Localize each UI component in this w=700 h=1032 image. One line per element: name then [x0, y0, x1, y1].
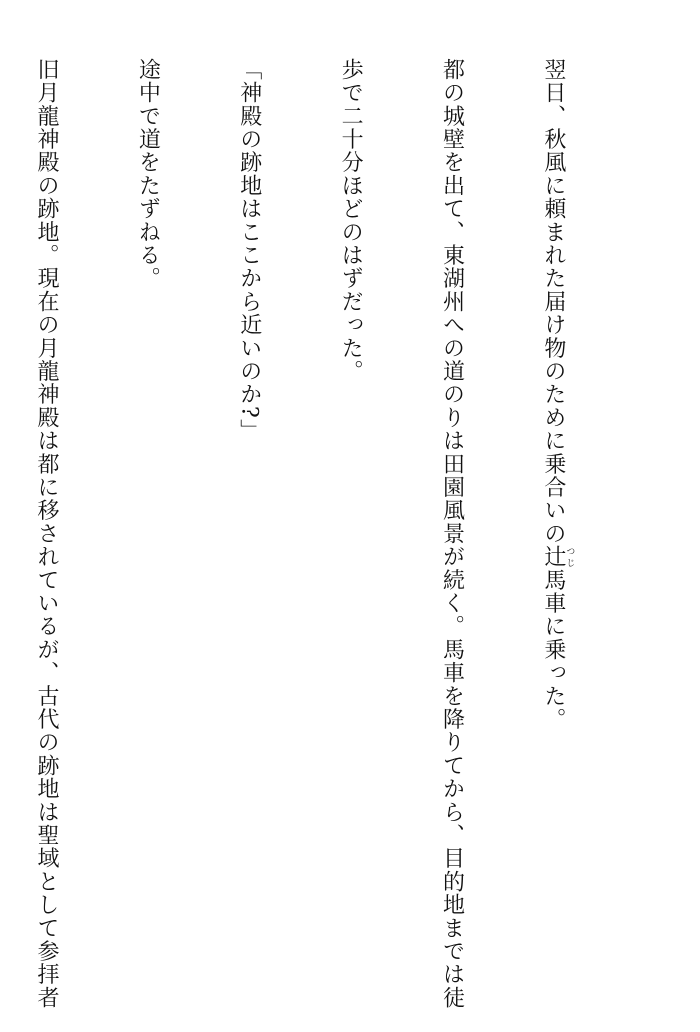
text-line-5: 途中で道をたずねる。 [135, 58, 161, 290]
ruby-tsuji [540, 545, 575, 569]
ruby-base: 辻 [540, 545, 566, 569]
text-line-1-before: 翌日、秋風に頼まれた届け物のために乗合いの [540, 58, 566, 546]
text-line-1 [536, 58, 574, 958]
vertical-text-block [0, 58, 642, 1010]
text-line-2: 都の城壁を出て、東湖州への道のりは田園風景が続く。馬車を降りてから、目的地までは徒 [439, 58, 465, 1010]
text-line-1-after: 馬車に乗った。 [540, 568, 566, 731]
ruby-reading: つじ [564, 545, 575, 569]
text-line-6: 旧月龍神殿の跡地。現在の月龍神殿は都に移されているが、古代の跡地は聖域として参拝者 [33, 58, 59, 1010]
text-line-3: 歩で二十分ほどのはずだった。 [338, 58, 364, 383]
text-line-4: 「神殿の跡地はここから近いのか?」 [236, 58, 262, 443]
